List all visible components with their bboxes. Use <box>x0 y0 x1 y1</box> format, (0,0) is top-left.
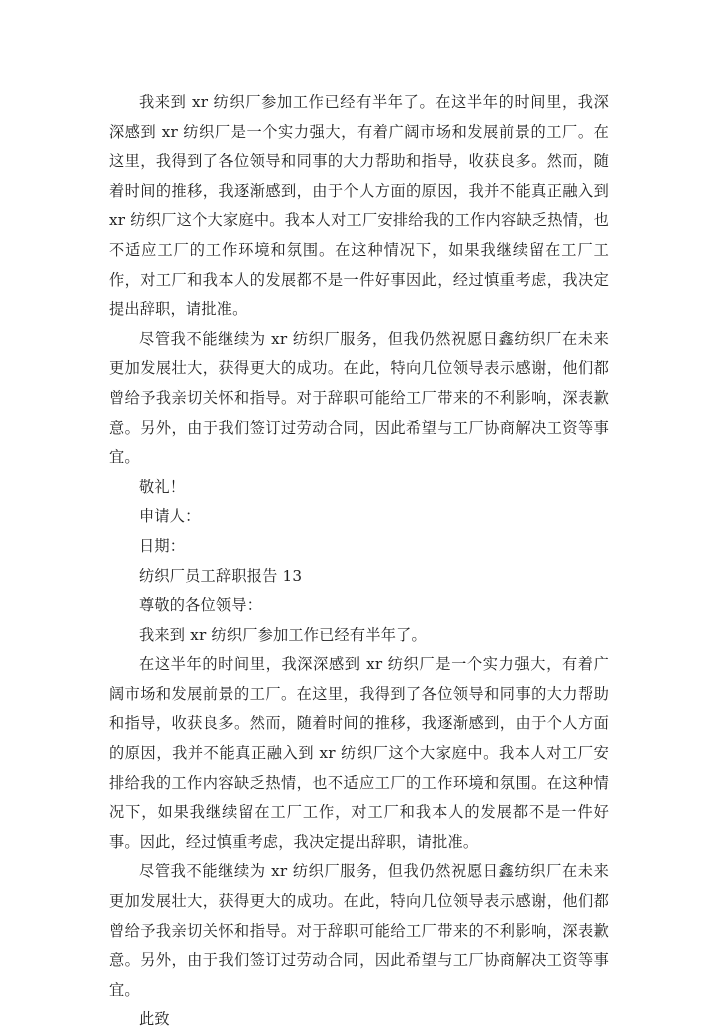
paragraph-resignation-1: 我来到 xr 纺织厂参加工作已经有半年了。在这半年的时间里，我深深感到 xr 纺织厂是一个实力强大，有着广阔市场和发展前景的工厂。在这里，我得到了各位领导和同事的大力帮助和指导，收获良多。然而，随着时间的推移，我逐渐感到，由于个人方面的原因，我并不能真正融入到 xr 纺织厂这个大家庭中。我本人对工厂安排给我的工作内容缺乏热情，也不适应工厂的工作环境和氛围。在这种情况下，如果我继续留在工厂工作，对工厂和我本人的发展都不是一件好事因此，经过慎重考虑，我决定提出辞职，请批准。 <box>109 93 615 319</box>
date-label: 日期： <box>139 536 186 555</box>
applicant-label: 申请人： <box>139 507 201 526</box>
salutation: 尊敬的各位领导： <box>139 596 263 615</box>
letter-body <box>109 88 615 1035</box>
section-title: 纺织厂员工辞职报告 13 <box>139 566 303 585</box>
closing-cizhi: 此致 <box>139 1010 170 1029</box>
closing-salute: 敬礼！ <box>139 477 186 496</box>
paragraph-thanks-1: 尽管我不能继续为 xr 纺织厂服务，但我仍然祝愿日鑫纺织厂在未来更加发展壮大，获得更大的成功。在此，特向几位领导表示感谢，他们都曾给予我亲切关怀和指导。对于辞职可能给工厂带来的不利影响，深表歉意。另外，由于我们签订过劳动合同，因此希望与工厂协商解决工资等事宜。 <box>109 329 609 467</box>
paragraph-resignation-2: 在这半年的时间里，我深深感到 xr 纺织厂是一个实力强大，有着广阔市场和发展前景的工厂。在这里，我得到了各位领导和同事的大力帮助和指导，收获良多。然而，随着时间的推移，我逐渐感到，由于个人方面的原因，我并不能真正融入到 xr 纺织厂这个大家庭中。我本人对工厂安排给我的工作内容缺乏热情，也不适应工厂的工作环境和氛围。在这种情况下，如果我继续留在工厂工作，对工厂和我本人的发展都不是一件好事。因此，经过慎重考虑，我决定提出辞职，请批准。 <box>109 655 609 851</box>
paragraph-intro-2: 我来到 xr 纺织厂参加工作已经有半年了。 <box>139 625 427 644</box>
paragraph-thanks-2: 尽管我不能继续为 xr 纺织厂服务，但我仍然祝愿日鑫纺织厂在未来更加发展壮大，获得更大的成功。在此，特向几位领导表示感谢，他们都曾给予我亲切关怀和指导。对于辞职可能给工厂带来的不利影响，深表歉意。另外，由于我们签订过劳动合同，因此希望与工厂协商解决工资等事宜。 <box>109 862 609 999</box>
